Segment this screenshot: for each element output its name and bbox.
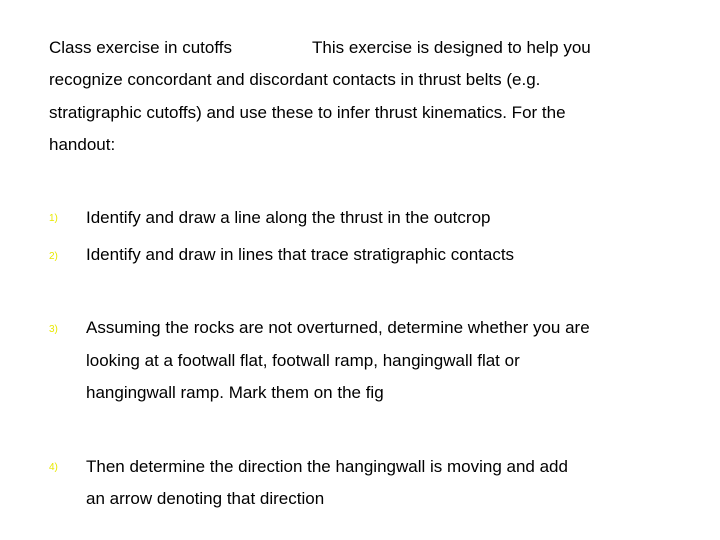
item-3-line-2: looking at a footwall flat, footwall ramp, hangingwall flat or (86, 351, 520, 370)
exercise-title: Class exercise in cutoffs (49, 38, 232, 57)
item-number-1: 1) (49, 213, 58, 224)
item-4-line-2: an arrow denoting that direction (86, 489, 325, 508)
item-number-4: 4) (49, 462, 58, 473)
intro-line-2: recognize concordant and discordant contacts in thrust belts (e.g. (49, 70, 541, 89)
item-4-line-1: Then determine the direction the hangingwall is moving and add (86, 457, 568, 476)
intro-text-start: This exercise is designed to help you (311, 38, 591, 57)
intro-line-4: handout: (49, 135, 116, 154)
item-2-line-1: Identify and draw in lines that trace stratigraphic contacts (86, 245, 515, 264)
item-3-line-3: hangingwall ramp. Mark them on the fig (86, 383, 384, 402)
item-number-3: 3) (49, 324, 58, 335)
item-1-line-1: Identify and draw a line along the thrust in the outcrop (86, 208, 491, 227)
intro-line-1 (49, 38, 591, 58)
item-number-2: 2) (49, 251, 58, 262)
item-3-line-1: Assuming the rocks are not overturned, determine whether you are (86, 318, 590, 337)
intro-line-3: stratigraphic cutoffs) and use these to infer thrust kinematics. For the (49, 103, 566, 122)
